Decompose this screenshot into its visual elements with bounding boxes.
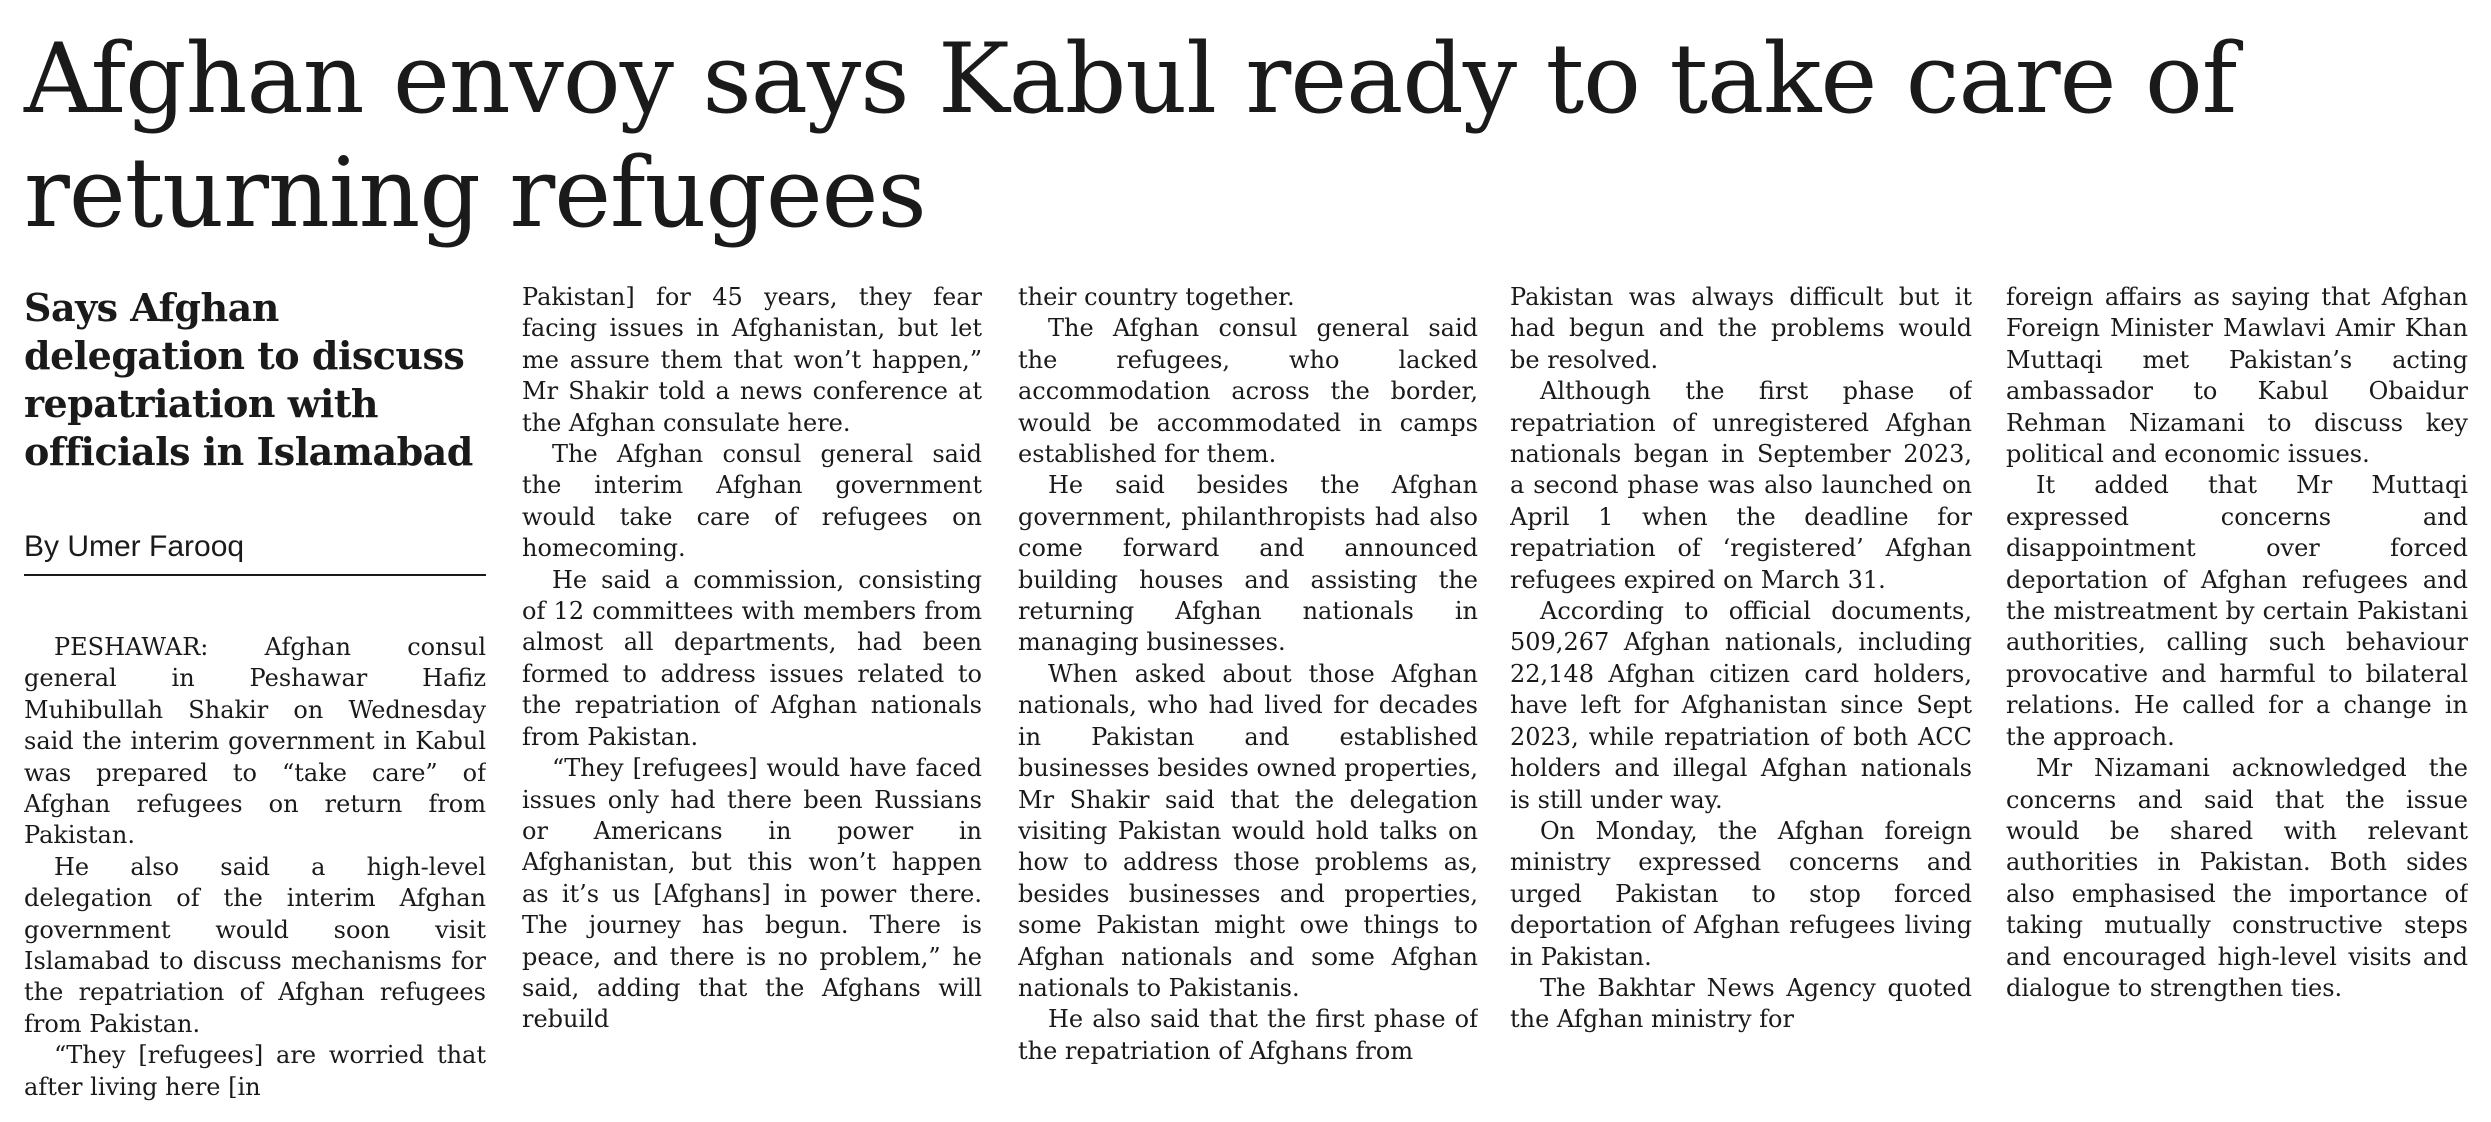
article-paragraph: He also said a high-level delegation of the interim Afghan government would soon visit Islamabad to discuss mechanisms for the repatriation of Afghan refugees from Pakistan. (24, 852, 486, 1038)
article-paragraph: He said besides the Afghan government, philanthropists had also come forward and announced building houses and assisting the returning Afghan nationals in managing businesses. (1018, 471, 1478, 657)
article-paragraph: He said a commission, consisting of 12 committees with members from almost all departments, had been formed to address issues related to the repatriation of Afghan nationals from Pakistan. (522, 565, 982, 751)
article-paragraph: Although the first phase of repatriation of unregistered Afghan nationals began in September 2023, a second phase was also launched on April 1 when the deadline for repatriation of ‘registered’ Afghan refugees expired on March 31. (1510, 377, 1972, 594)
article-paragraph: The Afghan consul general said the interim Afghan government would take care of refugees on homecoming. (522, 440, 982, 563)
article-column-4 (1510, 282, 1972, 1112)
article-paragraph: Pakistan] for 45 years, they fear facing issues in Afghanistan, but let me assure them that won’t happen,” Mr Shakir told a news conference at the Afghan consulate here. (522, 283, 982, 437)
article-paragraph: The Bakhtar News Agency quoted the Afghan ministry for (1510, 973, 1972, 1034)
article-paragraph: “They [refugees] are worried that after living here [in (24, 1041, 486, 1101)
article-paragraph: The Afghan consul general said the refugees, who lacked accommodation across the border, would be accommodated in camps established for them. (1018, 314, 1478, 469)
article-paragraph: “They [refugees] would have faced issues only had there been Russians or Americans in power in Afghanistan, but this won’t happen as it’s us [Afghans] in power there. The journey has begun. There is peace, and there is no problem,” he said, adding that the Afghans will rebuild (522, 754, 982, 1034)
article-paragraph: foreign affairs as saying that Afghan Foreign Minister Mawlavi Amir Khan Muttaqi met Pakistan’s acting ambassador to Kabul Obaidur Rehman Nizamani to discuss key political and economic issues. (2006, 283, 2468, 469)
article-paragraph: their country together. (1018, 283, 1295, 311)
article-paragraph: Pakistan was always difficult but it had begun and the problems would be resolved. (1510, 283, 1972, 374)
headline: Afghan envoy says Kabul ready to take care of returning refugees (24, 23, 2237, 249)
article-paragraph: Mr Nizamani acknowledged the concerns and said that the issue would be shared with relevant authorities in Pakistan. Both sides also emphasised the importance of taking mutually constructive steps and encouraged high-level visits and dialogue to strengthen ties. (2006, 754, 2468, 1002)
article-column-2 (522, 282, 982, 1112)
deck-subheadline: Says Afghan delegation to discuss repatriation with officials in Islamabad (24, 285, 473, 474)
article-paragraph: According to official documents, 509,267 Afghan nationals, including 22,148 Afghan citizen card holders, have left for Afghanistan since Sept 2023, while repatriation of both ACC holders and illegal Afghan nationals is still under way. (1510, 597, 1972, 814)
article-paragraph: He also said that the first phase of the repatriation of Afghans from (1018, 1005, 1478, 1065)
article-column-3 (1018, 282, 1478, 1112)
article-paragraph: On Monday, the Afghan foreign ministry expressed concerns and urged Pakistan to stop forced deportation of Afghan refugees living in Pakistan. (1510, 816, 1972, 971)
byline: By Umer Farooq (24, 530, 486, 576)
article-column-5 (2006, 282, 2468, 1112)
article-paragraph: PESHAWAR: Afghan consul general in Peshawar Hafiz Muhibullah Shakir on Wednesday said the interim government in Kabul was prepared to “take care” of Afghan refugees on return from Pakistan. (24, 633, 486, 850)
article-paragraph: It added that Mr Muttaqi expressed concerns and disappointment over forced deportation of Afghan refugees and the mistreatment by certain Pakistani authorities, calling such behaviour provocative and harmful to bilateral relations. He called for a change in the approach. (2006, 471, 2468, 751)
article-paragraph: When asked about those Afghan nationals, who had lived for decades in Pakistan and established businesses besides owned properties, Mr Shakir said that the delegation visiting Pakistan would hold talks on how to address those problems as, besides businesses and properties, some Pakistan might owe things to Afghan nationals and some Afghan nationals to Pakistanis. (1018, 659, 1478, 1002)
article-column-1 (24, 632, 486, 1112)
